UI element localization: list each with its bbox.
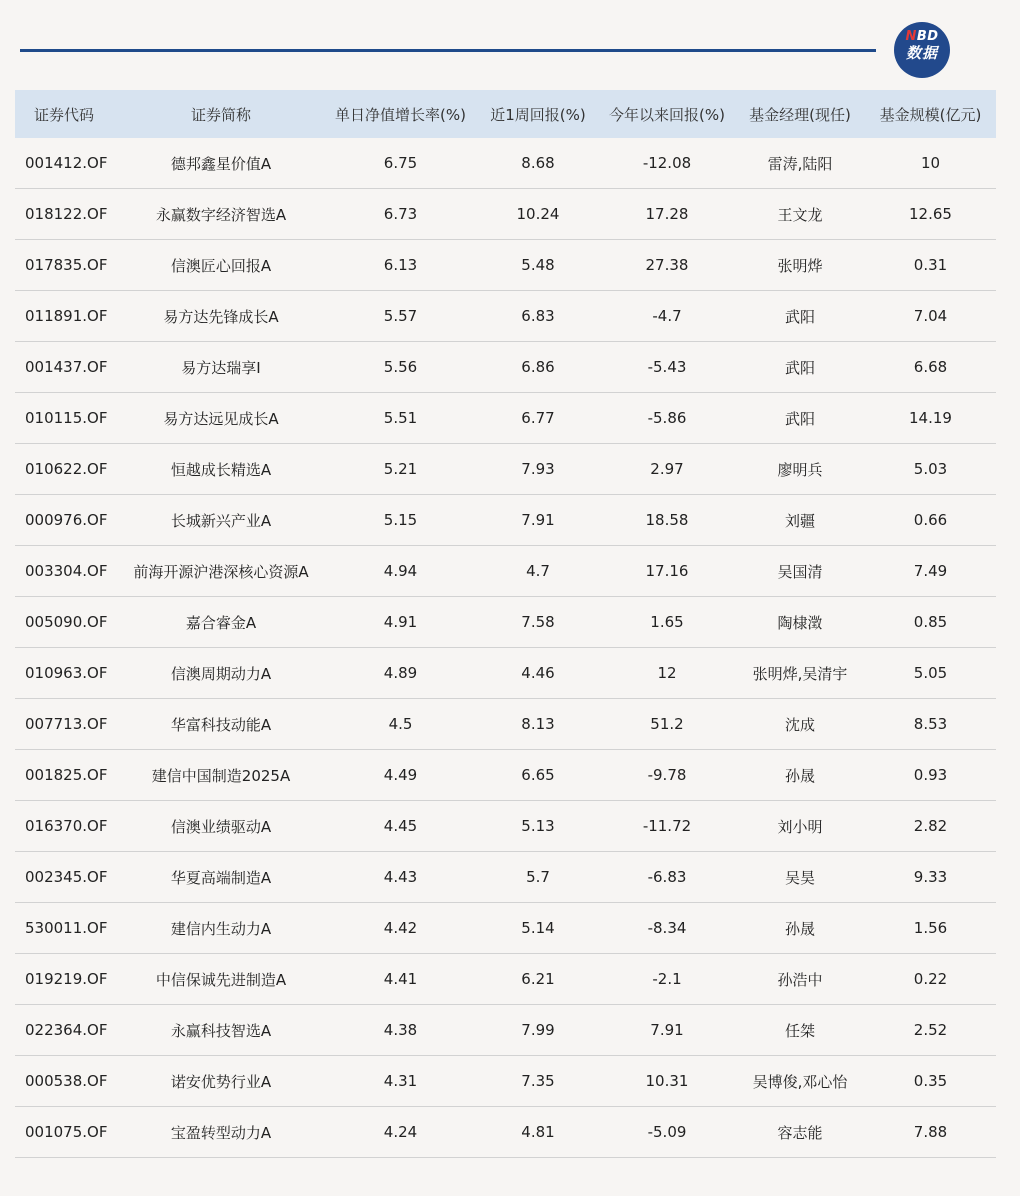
table-row [15, 852, 996, 903]
cell-security-code: 018122.OF [15, 189, 118, 240]
cell-ytd-return: -8.34 [599, 903, 735, 954]
cell-fund-size: 2.52 [865, 1005, 996, 1056]
cell-ytd-return: -11.72 [599, 801, 735, 852]
table-row [15, 954, 996, 1005]
table-row [15, 342, 996, 393]
cell-security-name: 信澳业绩驱动A [118, 801, 324, 852]
table-row [15, 1056, 996, 1107]
header-daily-nav-growth: 单日净值增长率(%) [324, 90, 477, 138]
cell-security-code: 022364.OF [15, 1005, 118, 1056]
cell-fund-size: 0.66 [865, 495, 996, 546]
cell-fund-manager: 吴昊 [735, 852, 865, 903]
cell-ytd-return: -12.08 [599, 138, 735, 189]
cell-security-code: 019219.OF [15, 954, 118, 1005]
cell-fund-manager: 张明烨 [735, 240, 865, 291]
cell-security-name: 中信保诚先进制造A [118, 954, 324, 1005]
cell-fund-size: 9.33 [865, 852, 996, 903]
cell-1week-return: 6.65 [477, 750, 599, 801]
cell-fund-size: 7.49 [865, 546, 996, 597]
header-1week-return: 近1周回报(%) [477, 90, 599, 138]
header-rule [20, 49, 876, 52]
table-row [15, 291, 996, 342]
table-row [15, 240, 996, 291]
table-row [15, 393, 996, 444]
cell-daily-nav-growth: 4.45 [324, 801, 477, 852]
cell-fund-size: 14.19 [865, 393, 996, 444]
cell-ytd-return: -5.09 [599, 1107, 735, 1158]
cell-fund-size: 0.93 [865, 750, 996, 801]
table-row [15, 903, 996, 954]
table-row [15, 189, 996, 240]
cell-security-code: 001412.OF [15, 138, 118, 189]
cell-security-code: 010963.OF [15, 648, 118, 699]
table-row [15, 750, 996, 801]
cell-1week-return: 6.86 [477, 342, 599, 393]
cell-ytd-return: 17.16 [599, 546, 735, 597]
cell-security-code: 000538.OF [15, 1056, 118, 1107]
cell-1week-return: 7.91 [477, 495, 599, 546]
cell-ytd-return: 12 [599, 648, 735, 699]
cell-fund-size: 1.56 [865, 903, 996, 954]
cell-security-code: 530011.OF [15, 903, 118, 954]
cell-ytd-return: 27.38 [599, 240, 735, 291]
cell-1week-return: 6.21 [477, 954, 599, 1005]
cell-security-name: 永赢科技智选A [118, 1005, 324, 1056]
cell-fund-size: 6.68 [865, 342, 996, 393]
table-row [15, 444, 996, 495]
cell-daily-nav-growth: 4.38 [324, 1005, 477, 1056]
cell-daily-nav-growth: 5.57 [324, 291, 477, 342]
cell-fund-manager: 武阳 [735, 291, 865, 342]
cell-fund-size: 0.22 [865, 954, 996, 1005]
cell-security-code: 003304.OF [15, 546, 118, 597]
cell-daily-nav-growth: 4.89 [324, 648, 477, 699]
table-row [15, 648, 996, 699]
table-row [15, 546, 996, 597]
cell-fund-size: 5.03 [865, 444, 996, 495]
cell-1week-return: 5.14 [477, 903, 599, 954]
cell-security-name: 华富科技动能A [118, 699, 324, 750]
cell-fund-manager: 容志能 [735, 1107, 865, 1158]
cell-security-code: 005090.OF [15, 597, 118, 648]
cell-security-name: 易方达远见成长A [118, 393, 324, 444]
fund-table [15, 90, 996, 1158]
cell-security-name: 信澳匠心回报A [118, 240, 324, 291]
cell-ytd-return: 10.31 [599, 1056, 735, 1107]
cell-1week-return: 4.46 [477, 648, 599, 699]
cell-fund-size: 5.05 [865, 648, 996, 699]
nbd-data-logo [894, 22, 950, 78]
table-row [15, 1005, 996, 1056]
cell-fund-size: 0.31 [865, 240, 996, 291]
cell-fund-manager: 雷涛,陆阳 [735, 138, 865, 189]
cell-1week-return: 5.13 [477, 801, 599, 852]
cell-security-name: 华夏高端制造A [118, 852, 324, 903]
header-fund-size: 基金规模(亿元) [865, 90, 996, 138]
cell-fund-manager: 吴博俊,邓心怡 [735, 1056, 865, 1107]
cell-security-code: 001437.OF [15, 342, 118, 393]
header-ytd-return: 今年以来回报(%) [599, 90, 735, 138]
cell-ytd-return: 7.91 [599, 1005, 735, 1056]
header-fund-manager: 基金经理(现任) [735, 90, 865, 138]
cell-1week-return: 8.68 [477, 138, 599, 189]
header-security-name: 证券简称 [118, 90, 324, 138]
cell-security-name: 永赢数字经济智选A [118, 189, 324, 240]
cell-fund-size: 7.04 [865, 291, 996, 342]
cell-daily-nav-growth: 5.51 [324, 393, 477, 444]
cell-fund-size: 12.65 [865, 189, 996, 240]
cell-ytd-return: -9.78 [599, 750, 735, 801]
table-row [15, 801, 996, 852]
cell-fund-manager: 孙晟 [735, 903, 865, 954]
cell-ytd-return: -5.43 [599, 342, 735, 393]
cell-fund-size: 0.85 [865, 597, 996, 648]
cell-security-name: 嘉合睿金A [118, 597, 324, 648]
cell-ytd-return: -6.83 [599, 852, 735, 903]
logo-nbd-text: NBD [905, 29, 939, 44]
table-header-row [15, 90, 996, 138]
cell-security-name: 易方达先锋成长A [118, 291, 324, 342]
table-row [15, 1107, 996, 1158]
cell-fund-manager: 廖明兵 [735, 444, 865, 495]
cell-daily-nav-growth: 4.41 [324, 954, 477, 1005]
cell-1week-return: 7.58 [477, 597, 599, 648]
table-row [15, 495, 996, 546]
cell-fund-manager: 刘小明 [735, 801, 865, 852]
logo-data-text: 数据 [905, 44, 938, 62]
cell-1week-return: 7.93 [477, 444, 599, 495]
cell-daily-nav-growth: 6.13 [324, 240, 477, 291]
cell-fund-manager: 武阳 [735, 342, 865, 393]
cell-fund-manager: 刘疆 [735, 495, 865, 546]
cell-fund-manager: 王文龙 [735, 189, 865, 240]
cell-ytd-return: 51.2 [599, 699, 735, 750]
cell-fund-size: 0.35 [865, 1056, 996, 1107]
cell-fund-manager: 武阳 [735, 393, 865, 444]
cell-fund-size: 8.53 [865, 699, 996, 750]
cell-fund-manager: 孙浩中 [735, 954, 865, 1005]
cell-security-name: 诺安优势行业A [118, 1056, 324, 1107]
cell-security-code: 016370.OF [15, 801, 118, 852]
cell-security-name: 德邦鑫星价值A [118, 138, 324, 189]
cell-security-name: 信澳周期动力A [118, 648, 324, 699]
cell-1week-return: 7.35 [477, 1056, 599, 1107]
cell-ytd-return: 17.28 [599, 189, 735, 240]
header-security-code: 证券代码 [15, 90, 118, 138]
cell-1week-return: 8.13 [477, 699, 599, 750]
cell-security-code: 011891.OF [15, 291, 118, 342]
cell-1week-return: 6.77 [477, 393, 599, 444]
table-row [15, 597, 996, 648]
cell-security-code: 001825.OF [15, 750, 118, 801]
cell-1week-return: 4.7 [477, 546, 599, 597]
cell-ytd-return: -4.7 [599, 291, 735, 342]
cell-security-code: 010622.OF [15, 444, 118, 495]
cell-security-code: 000976.OF [15, 495, 118, 546]
cell-ytd-return: 18.58 [599, 495, 735, 546]
cell-daily-nav-growth: 4.42 [324, 903, 477, 954]
cell-fund-manager: 任桀 [735, 1005, 865, 1056]
cell-daily-nav-growth: 6.75 [324, 138, 477, 189]
cell-fund-size: 7.88 [865, 1107, 996, 1158]
table-row [15, 699, 996, 750]
cell-security-code: 010115.OF [15, 393, 118, 444]
cell-fund-size: 2.82 [865, 801, 996, 852]
cell-security-name: 长城新兴产业A [118, 495, 324, 546]
cell-1week-return: 10.24 [477, 189, 599, 240]
cell-security-name: 宝盈转型动力A [118, 1107, 324, 1158]
cell-daily-nav-growth: 4.91 [324, 597, 477, 648]
cell-daily-nav-growth: 4.5 [324, 699, 477, 750]
cell-security-name: 前海开源沪港深核心资源A [118, 546, 324, 597]
cell-security-code: 002345.OF [15, 852, 118, 903]
cell-security-code: 001075.OF [15, 1107, 118, 1158]
cell-daily-nav-growth: 4.31 [324, 1056, 477, 1107]
cell-1week-return: 6.83 [477, 291, 599, 342]
cell-security-code: 017835.OF [15, 240, 118, 291]
cell-1week-return: 4.81 [477, 1107, 599, 1158]
cell-security-code: 007713.OF [15, 699, 118, 750]
cell-daily-nav-growth: 5.15 [324, 495, 477, 546]
cell-1week-return: 5.48 [477, 240, 599, 291]
cell-daily-nav-growth: 6.73 [324, 189, 477, 240]
cell-fund-manager: 孙晟 [735, 750, 865, 801]
cell-ytd-return: -2.1 [599, 954, 735, 1005]
cell-daily-nav-growth: 4.24 [324, 1107, 477, 1158]
cell-ytd-return: 2.97 [599, 444, 735, 495]
cell-fund-manager: 沈成 [735, 699, 865, 750]
cell-security-name: 恒越成长精选A [118, 444, 324, 495]
cell-1week-return: 7.99 [477, 1005, 599, 1056]
cell-fund-manager: 陶棣澂 [735, 597, 865, 648]
cell-daily-nav-growth: 5.21 [324, 444, 477, 495]
cell-daily-nav-growth: 4.94 [324, 546, 477, 597]
cell-fund-size: 10 [865, 138, 996, 189]
cell-daily-nav-growth: 5.56 [324, 342, 477, 393]
cell-security-name: 建信内生动力A [118, 903, 324, 954]
cell-security-name: 易方达瑞享I [118, 342, 324, 393]
cell-daily-nav-growth: 4.49 [324, 750, 477, 801]
cell-ytd-return: -5.86 [599, 393, 735, 444]
cell-fund-manager: 吴国清 [735, 546, 865, 597]
cell-fund-manager: 张明烨,吴清宇 [735, 648, 865, 699]
cell-ytd-return: 1.65 [599, 597, 735, 648]
cell-daily-nav-growth: 4.43 [324, 852, 477, 903]
table-row [15, 138, 996, 189]
cell-1week-return: 5.7 [477, 852, 599, 903]
cell-security-name: 建信中国制造2025A [118, 750, 324, 801]
